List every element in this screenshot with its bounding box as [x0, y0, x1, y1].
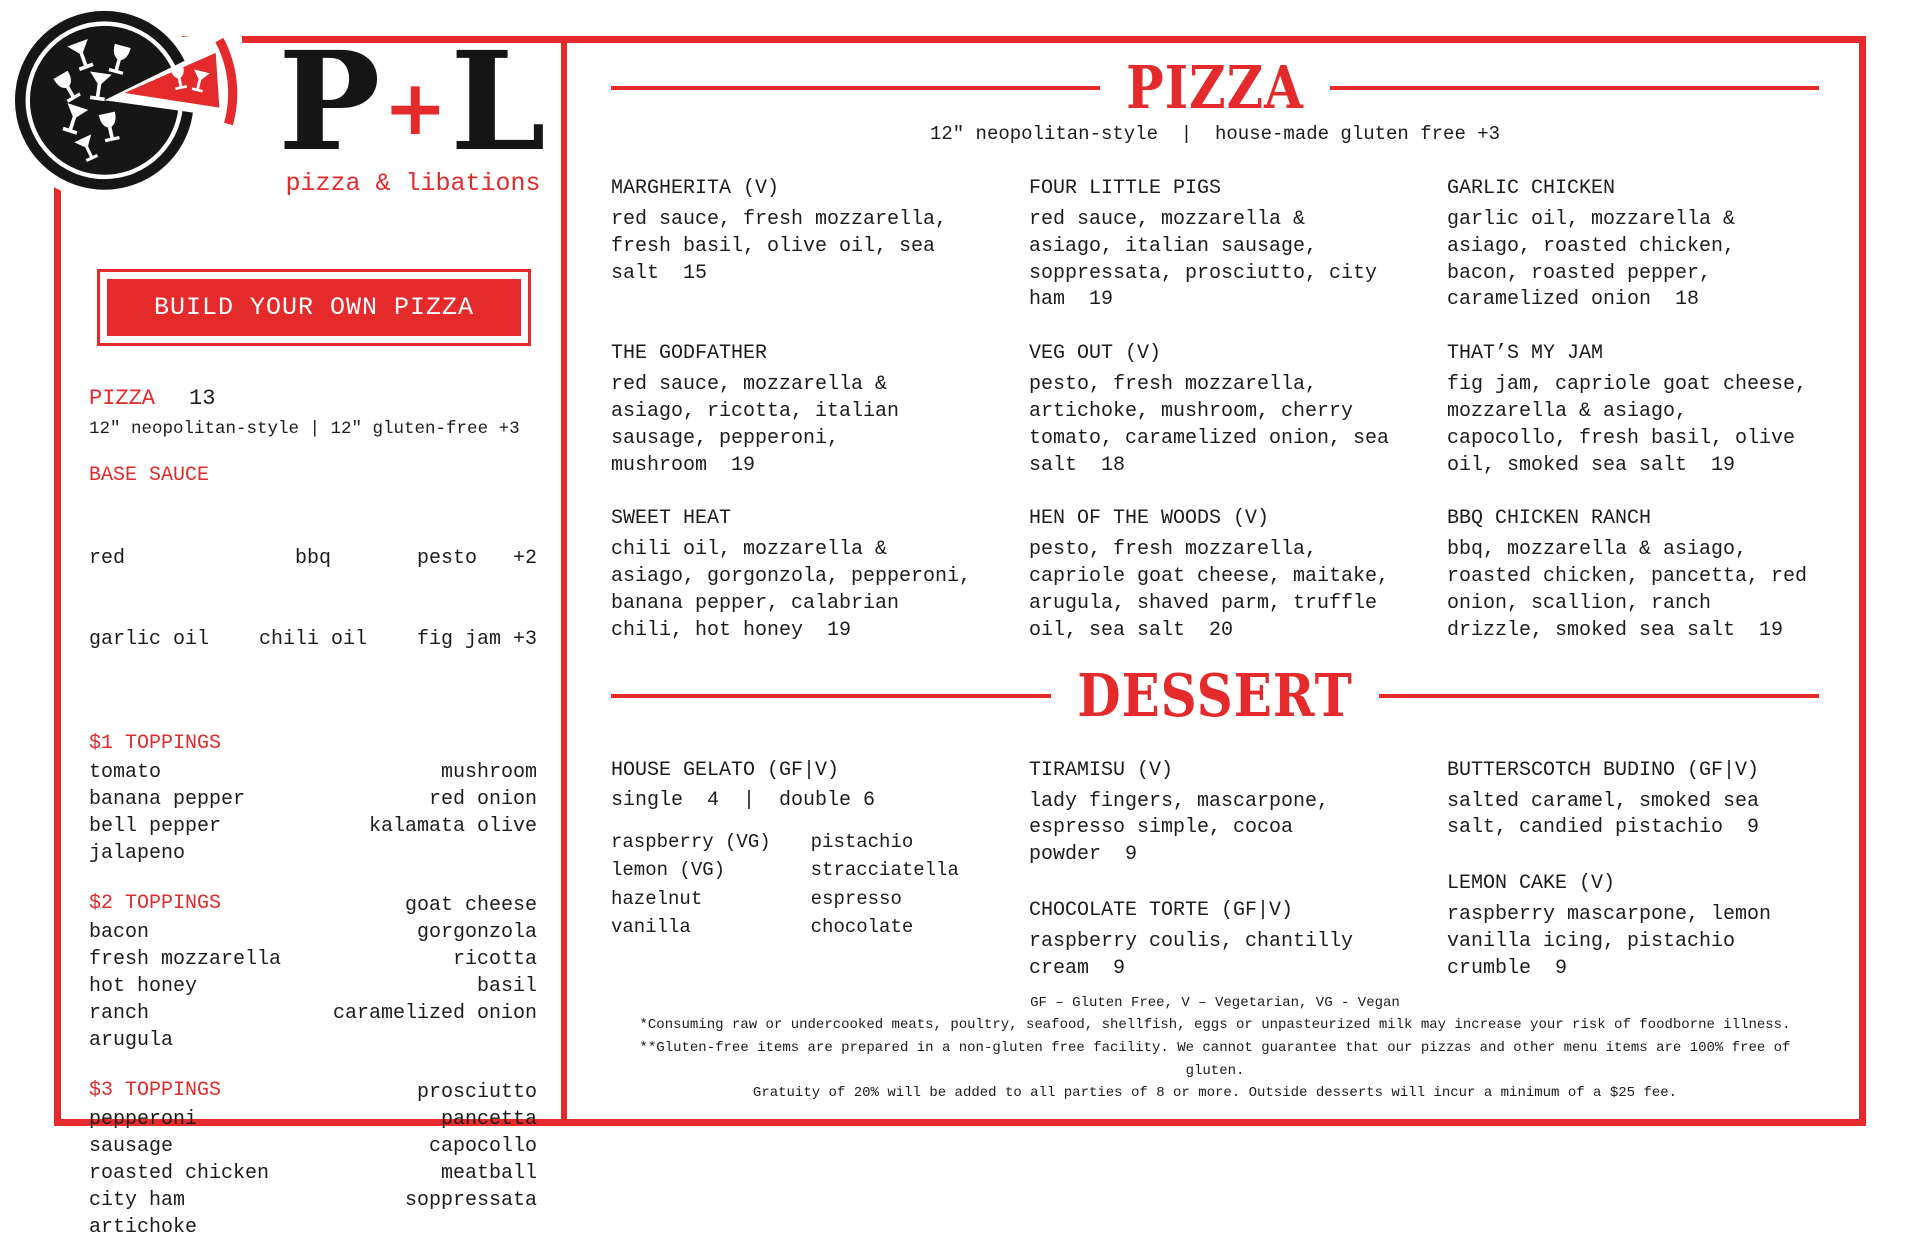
topping-option: jalapeno	[89, 842, 186, 865]
pizza-item-price: 20	[1209, 618, 1234, 642]
topping-option: pepperoni	[89, 1108, 198, 1131]
dessert-item-name: LEMON CAKE (V)	[1447, 872, 1616, 896]
topping-option: bacon	[89, 921, 150, 944]
sauce-option: garlic oil	[89, 628, 210, 651]
topping-option: sausage	[89, 1135, 174, 1158]
topping-option: bell pepper	[89, 815, 222, 838]
footer-disclaimers	[611, 992, 1819, 1107]
brand-p: P	[278, 22, 383, 182]
sauce-option: fig jam +3	[416, 628, 537, 651]
toppings-left-list	[89, 759, 245, 867]
gelato-flavors-left	[611, 828, 771, 942]
base-sauce-col3	[417, 491, 537, 707]
dessert-item-description	[1447, 902, 1819, 982]
brand-initials	[270, 22, 556, 182]
dessert-grid	[611, 759, 1819, 983]
dessert-item-price: 9	[1125, 843, 1138, 867]
sauce-option: red	[89, 547, 126, 570]
toppings-right-list	[405, 1079, 537, 1214]
gelato-flavor: espresso	[810, 887, 902, 910]
dessert-section-title: DESSERT	[1077, 660, 1353, 730]
one-dollar-toppings-section	[89, 730, 537, 867]
plus-icon: +	[383, 63, 450, 152]
topping-option: banana pepper	[89, 788, 246, 811]
pizza-item-name: VEG OUT (V)	[1029, 342, 1162, 366]
pizza-item-description	[611, 537, 983, 644]
topping-option: fresh mozzarella	[89, 948, 282, 971]
pizza-item-name: SWEET HEAT	[611, 507, 732, 531]
gelato-flavor: hazelnut	[611, 887, 703, 910]
menu-frame	[54, 36, 1866, 1239]
pizza-item-description	[611, 372, 983, 479]
dessert-item-description	[1029, 789, 1401, 869]
topping-option: red onion	[428, 788, 537, 811]
pizza-price-label: PIZZA	[89, 386, 156, 411]
pizza-item-ingredients: red sauce, mozzarella & asiago, italian sausage, soppressata, prosciutto, city ham	[1029, 208, 1378, 312]
header-rule-left	[611, 694, 1051, 698]
gelato-flavor: vanilla	[611, 916, 691, 939]
pizza-item-price: 19	[1759, 618, 1784, 642]
pizza-menu-item	[1447, 342, 1819, 479]
gelato-flavor: pistachio	[810, 830, 914, 853]
pizza-item-price: 18	[1101, 453, 1126, 477]
gelato-pricing: single 4 | double 6	[611, 788, 876, 812]
pizza-item-name: FOUR LITTLE PIGS	[1029, 177, 1222, 200]
pizza-item-price: 19	[1711, 453, 1736, 477]
pizza-item-ingredients: red sauce, mozzarella & asiago, ricotta, italian sausage, pepperoni, mushroom	[611, 373, 900, 477]
pizza-menu-item	[611, 507, 983, 644]
topping-option: gorgonzola	[416, 921, 537, 944]
gelato-flavor: lemon (VG)	[611, 859, 726, 882]
toppings-left-list	[89, 919, 281, 1054]
pizza-item-description	[1029, 537, 1401, 644]
gelato-flavors	[611, 828, 983, 942]
topping-option: basil	[476, 975, 537, 998]
pizza-item-name: THAT’S MY JAM	[1447, 342, 1604, 366]
toppings-right-list	[333, 892, 537, 1027]
three-dollar-toppings-heading: $3 TOPPINGS	[89, 1079, 222, 1102]
pizza-base-price	[89, 386, 537, 411]
two-dollar-toppings-section	[89, 890, 537, 1054]
dessert-item-ingredients: raspberry mascarpone, lemon vanilla icing, pistachio crumble	[1447, 903, 1772, 980]
toppings-right-list	[369, 759, 537, 840]
footer-disclaimer-line: **Gluten-free items are prepared in a non-gluten free facility. We cannot guarantee that our pizzas and other menu items are 100% free of gluten.	[639, 1039, 1791, 1079]
footer-disclaimer-line: Gratuity of 20% will be added to all parties of 8 or more. Outside desserts will incur a minimum of a $25 fee.	[752, 1085, 1678, 1102]
pizza-item-description	[1447, 537, 1819, 644]
brand-wordmark	[270, 22, 556, 199]
pizza-item-ingredients: fig jam, capriole goat cheese, mozzarella & asiago, capocollo, fresh basil, olive oil, smoked sea salt	[1447, 373, 1808, 477]
dessert-item-ingredients: raspberry coulis, chantilly cream	[1029, 929, 1354, 980]
pizza-item-ingredients: chili oil, mozzarella & asiago, gorgonzola, pepperoni, banana pepper, calabrian chili, hot honey	[611, 538, 972, 642]
dessert-item-price: 9	[1747, 816, 1760, 840]
brand-l: L	[450, 22, 548, 182]
topping-option: capocollo	[428, 1135, 537, 1158]
pizza-item-name: GARLIC CHICKEN	[1447, 177, 1616, 200]
pizza-section-subtitle: 12" neopolitan-style | house-made gluten free +3	[929, 123, 1501, 145]
pizza-menu-item	[611, 177, 983, 314]
toppings-columns	[89, 759, 537, 867]
pizza-item-description	[1447, 372, 1819, 479]
toppings-left-list	[89, 1106, 269, 1241]
pizza-item-ingredients: bbq, mozzarella & asiago, roasted chicken, pancetta, red onion, scallion, ranch drizzle, smoked sea salt	[1447, 538, 1808, 642]
footer-disclaimer-line: GF – Gluten Free, V – Vegetarian, VG - Vegan	[1030, 994, 1400, 1011]
topping-option: goat cheese	[404, 894, 537, 917]
pizza-item-description	[1029, 372, 1401, 479]
two-dollar-toppings-heading: $2 TOPPINGS	[89, 892, 222, 915]
pizza-item-ingredients: pesto, fresh mozzarella, capriole goat cheese, maitake, arugula, shaved parm, truffle oil, sea salt	[1029, 538, 1390, 642]
topping-option: city ham	[89, 1189, 186, 1212]
gelato-flavors-right	[811, 828, 959, 942]
dessert-menu-item	[1447, 759, 1819, 843]
topping-option: hot honey	[89, 975, 198, 998]
pizza-item-name: HEN OF THE WOODS (V)	[1029, 507, 1270, 531]
topping-option: artichoke	[89, 1216, 198, 1239]
main-panel	[567, 43, 1859, 1119]
one-dollar-toppings-heading: $1 TOPPINGS	[89, 732, 222, 755]
dessert-section-header	[611, 660, 1819, 730]
pizza-item-price: 19	[827, 618, 852, 642]
dessert-menu-item	[1029, 759, 1401, 869]
pizza-item-description	[1029, 207, 1401, 314]
gelato-column	[611, 759, 983, 983]
brand-tagline: pizza & libations	[285, 169, 541, 199]
dessert-item-name: BUTTERSCOTCH BUDINO (GF|V)	[1447, 758, 1760, 782]
pizza-item-description	[611, 207, 983, 287]
pizza-item-name: MARGHERITA (V)	[611, 177, 780, 200]
topping-option: roasted chicken	[89, 1162, 270, 1185]
pizza-cocktail-logo-icon	[4, 0, 296, 252]
pizza-item-price: 18	[1675, 288, 1700, 312]
sauce-option: chili oil	[258, 628, 368, 651]
dessert-item-price: 9	[1113, 956, 1126, 980]
base-sauce-section	[89, 462, 537, 707]
topping-option: caramelized onion	[332, 1002, 537, 1025]
topping-option: kalamata olive	[368, 815, 537, 838]
pizza-menu-item	[611, 342, 983, 479]
gelato-name: HOUSE GELATO (GF|V)	[611, 758, 840, 782]
pizza-item-description	[1447, 207, 1819, 314]
pizza-section-title: PIZZA	[1126, 52, 1304, 123]
topping-option: prosciutto	[416, 1081, 537, 1104]
topping-option: tomato	[89, 761, 162, 784]
topping-option: soppressata	[404, 1189, 537, 1212]
topping-option: arugula	[89, 1029, 174, 1052]
gelato-flavor: stracciatella	[810, 859, 959, 882]
topping-option: meatball	[440, 1162, 537, 1185]
pizza-item-price: 15	[683, 261, 708, 285]
base-sauce-grid	[89, 491, 537, 707]
pizza-section-header	[611, 52, 1819, 123]
dessert-item-ingredients: lady fingers, mascarpone, espresso simple, cocoa powder	[1029, 789, 1330, 867]
dessert-item-name: CHOCOLATE TORTE (GF|V)	[1029, 898, 1294, 922]
sauce-option: bbq	[294, 547, 331, 570]
base-sauce-col1	[89, 491, 209, 707]
topping-option: ranch	[89, 1002, 150, 1025]
topping-option: pancetta	[440, 1108, 537, 1131]
pizza-price-value: 13	[189, 386, 216, 411]
dessert-item-description	[1447, 789, 1819, 843]
footer-disclaimer-line: *Consuming raw or undercooked meats, poultry, seafood, shellfish, eggs or unpasteurized milk may increase your risk of foodborne illness.	[639, 1017, 1791, 1034]
pizza-size-note: 12" neopolitan-style | 12" gluten-free +3	[89, 419, 520, 439]
topping-option: ricotta	[452, 948, 537, 971]
dessert-item-price: 9	[1555, 956, 1568, 980]
build-your-own-pizza-label: BUILD YOUR OWN PIZZA	[107, 279, 521, 336]
pizza-item-ingredients: garlic oil, mozzarella & asiago, roasted chicken, bacon, roasted pepper, caramelized onion	[1447, 208, 1736, 312]
gelato-flavor: chocolate	[810, 916, 914, 939]
header-rule-right	[1330, 86, 1819, 90]
pizza-item-ingredients: red sauce, fresh mozzarella, fresh basil, olive oil, sea salt	[611, 208, 948, 285]
pizza-menu-item	[1029, 507, 1401, 644]
pizza-grid	[611, 177, 1819, 645]
build-your-own-pizza-button[interactable]	[97, 269, 531, 346]
dessert-item-description	[1029, 929, 1401, 983]
dessert-item-ingredients: salted caramel, smoked sea salt, candied pistachio	[1447, 789, 1760, 840]
sauce-option: pesto +2	[416, 547, 537, 570]
base-sauce-col2	[253, 491, 373, 707]
pizza-item-name: BBQ CHICKEN RANCH	[1447, 507, 1652, 531]
gelato-flavor: raspberry (VG)	[611, 830, 771, 853]
dessert-column-right	[1447, 759, 1819, 983]
pizza-menu-item	[1029, 177, 1401, 314]
dessert-item-name: TIRAMISU (V)	[1029, 758, 1174, 782]
pizza-menu-item	[1447, 507, 1819, 644]
dessert-column-middle	[1029, 759, 1401, 983]
base-sauce-heading: BASE SAUCE	[89, 464, 210, 487]
pizza-item-price: 19	[731, 453, 756, 477]
pizza-item-name: THE GODFATHER	[611, 342, 768, 366]
three-dollar-toppings-section	[89, 1077, 537, 1241]
dessert-menu-item	[1447, 872, 1819, 982]
header-rule-left	[611, 86, 1100, 90]
pizza-menu-item	[1447, 177, 1819, 314]
pizza-item-ingredients: pesto, fresh mozzarella, artichoke, mushroom, cherry tomato, caramelized onion, sea salt	[1029, 373, 1390, 477]
dessert-menu-item	[1029, 899, 1401, 983]
pizza-item-price: 19	[1089, 288, 1114, 312]
pizza-menu-item	[1029, 342, 1401, 479]
topping-option: mushroom	[440, 761, 537, 784]
header-rule-right	[1379, 694, 1819, 698]
